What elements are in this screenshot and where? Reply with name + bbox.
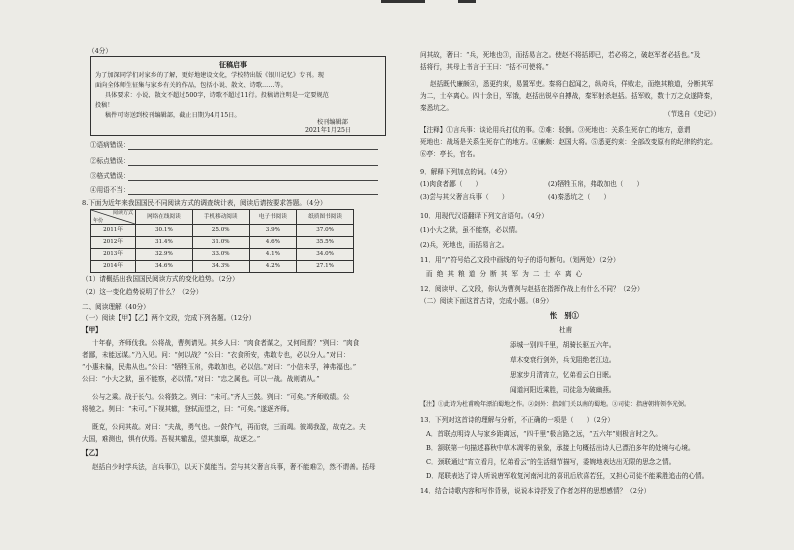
section-reading-1: （一）阅读【甲】【乙】两个文段，完成下列各题。（12分） (82, 314, 256, 322)
table-cell: 30.1% (136, 225, 193, 237)
passage-jia-line: 公曰：“小大之狱，虽不能察，必以情。”对曰：“忠之属也。可以一战。战则请从。” (82, 375, 320, 383)
passage-yi-label: 【乙】 (82, 449, 102, 457)
notice-line: 稿件可寄送到校刊编辑部，截止日期为4月15日。 (105, 112, 241, 119)
question-8-1: （1）请概括出我国国民阅读方式的变化趋势。（2分） (82, 275, 239, 283)
error-label-format: ③格式错误： (90, 172, 130, 180)
passage-jia-line: 公与之乘。战于长勺。公将鼓之。刿曰：“未可。”齐人三鼓。刿曰：“可矣。”齐师败绩。公 (92, 393, 350, 401)
table-cell: 2014年 (91, 261, 136, 273)
table-cell: 37.0% (297, 225, 354, 237)
question-12: 12．阅读甲、乙文段，你认为曹刿与赵括在指挥作战上有什么不同？（2分） (420, 285, 644, 293)
annotation-line: 【注释】①言兵事：谈论用兵打仗的事。②难：驳倒。③死地也：关系生死存亡的地方，意谓 (420, 126, 691, 134)
question-10: 10．用现代汉语翻译下列文言语句。（4分） (420, 212, 548, 220)
question-11-sentence: 而 绝 其 粮 道 分 断 其 军 为 二 士 卒 离 心 (426, 270, 584, 278)
annotation-line: ⑥亭：亭长，官名。 (420, 150, 480, 158)
error-label-wording: ④用语不当： (90, 186, 130, 194)
table-cell: 2013年 (91, 249, 136, 261)
question-13-option[interactable]: C．颈联通过“宵立看月，忆弟看云”的生活细节描写，委婉地表达出无限的思念之情。 (426, 458, 676, 466)
answer-line[interactable] (128, 149, 378, 150)
passage-jia-line: 大国，难测也，惧有伏焉。吾视其辙乱，望其旗靡，故逐之。” (82, 435, 261, 443)
table-cell: 3.9% (249, 225, 297, 237)
notice-line: 为了加深同学们对家乡的了解，更好地建设文化，学校特出版《银川记忆》专刊。现 (95, 72, 324, 79)
corner-bottom-label: 年份 (93, 217, 104, 224)
poem-line: 草木变衰行剑外，兵戈阻绝老江边。 (510, 356, 616, 364)
passage-yi-line: 秦悉坑之。 (420, 104, 453, 112)
question-10-item: (2)兵，死地也，而括易言之。 (420, 241, 509, 249)
passage-yi-line: 赵括既代廉颇④，悉更约束，易置军吏。秦将白起闻之，纵奇兵，佯败走，而绝其粮道，分断其军 (430, 80, 714, 88)
question-9-item: (4)秦悉坑之（ ） (548, 193, 611, 201)
error-label-punctuation: ②标点错误： (90, 157, 130, 165)
table-cell: 35.5% (297, 237, 354, 249)
answer-line[interactable] (128, 165, 378, 166)
table-cell: 34.6% (136, 261, 193, 273)
question-14: 14．结合诗歌内容和写作背景，说说本诗抒发了作者怎样的思想感情？（2分） (420, 487, 651, 495)
notice-line: 具体要求：小说、散文不超过500字，诗歌不超过11行。投稿请注明是一定要规范 (105, 92, 329, 99)
passage-yi-line: 括将行，其母上书言于王曰：“括不可使将。” (420, 63, 549, 71)
table-row (91, 237, 354, 249)
passage-jia-line: 者鄙，未能远谋。”乃入见。问：“何以战？”公曰：“衣食所安，弗敢专也，必以分人。”对曰： (82, 351, 350, 359)
passage-jia-label: 【甲】 (82, 326, 102, 334)
poem-line: 思家步月清宵立，忆弟看云白日眠。 (510, 371, 616, 379)
question-8: 8.下面为近年来我国国民不同阅读方式的调查统计表，阅读后请按要求答题。（4分） (82, 199, 327, 207)
notice-line: 面向全体师生征集与家乡有关的作品，包括小说、散文、诗歌……等。 (95, 82, 287, 89)
notice-title: 征稿启事 (219, 60, 247, 69)
annotation-line: 死地也：战场是关系生死存亡的地方。④廉颇：赵国大将。⑤悉更约束：全部改变原有的纪律的约定。 (420, 138, 717, 146)
table-header: 纸质图书阅读 (297, 210, 354, 225)
question-13-option[interactable]: D．尾联表达了诗人听说唐军收复河南河北的喜讯后欣喜若狂，又担心司徒不能乘胜追击的心情。 (426, 472, 709, 480)
table-cell: 33.0% (192, 249, 249, 261)
corner-top-label: 阅读方式 (112, 210, 133, 216)
poem-author: 杜甫 (559, 326, 573, 334)
passage-jia-line: 既克，公问其故。对曰：“夫战，勇气也。一鼓作气，再而衰，三而竭。彼竭我盈，故克之。夫 (92, 423, 366, 431)
table-cell: 27.1% (297, 261, 354, 273)
answer-line[interactable] (128, 180, 378, 181)
section-poem: （二）阅读下面这首古诗，完成小题。（8分） (420, 297, 553, 305)
question-13-option[interactable]: B．颔联第一句描述暮秋中草木凋零的景象，承接上句概括出诗人已漂泊多年的处境与心境。 (426, 444, 695, 452)
table-cell: 4.6% (249, 237, 297, 249)
table-corner-cell (91, 210, 136, 225)
passage-jia-line: “小惠未徧，民弗从也。”公曰：“牺牲玉帛，弗敢加也，必以信。”对曰：“小信未孚，神弗福也。” (82, 363, 357, 371)
poem-line: 添城一别四千里，胡骑长驱五六年。 (510, 341, 616, 349)
question-9: 9．解释下列加点的词。（4分） (420, 168, 511, 176)
question-9-item: (3)尝与其父奢言兵事（ ） (420, 193, 509, 201)
table-cell: 25.0% (192, 225, 249, 237)
question-13: 13．下列对这首诗的理解与分析，不正确的一项是（ ）（2分） (420, 416, 614, 424)
passage-jia-line: 将驰之。刿曰：“未可。”下视其辙，登轼而望之，曰：“可矣。”遂逐齐师。 (82, 405, 294, 413)
table-cell: 32.9% (136, 249, 193, 261)
right-column (418, 0, 736, 550)
answer-line[interactable] (128, 194, 378, 195)
question-11: 11．用“/”符号给乙文段中画线的句子的语句断句。（划两处）（2分） (420, 256, 620, 264)
question-8-2: （2）这一变化趋势说明了什么？（2分） (82, 288, 203, 296)
notice-box (90, 56, 386, 136)
table-row (91, 249, 354, 261)
question-10-item: (1)小大之狱，虽不能察，必以情。 (420, 226, 522, 234)
notice-sign: 校刊编辑部 (317, 119, 348, 126)
table-row (91, 225, 354, 237)
table-header: 电子书阅读 (249, 210, 297, 225)
error-label-grammar: ①语病错误： (90, 141, 130, 149)
table-cell: 31.0% (192, 237, 249, 249)
passage-yi-line: 为二，士卒离心。四十余日，军饿，赵括出锐卒自搏战，秦军射杀赵括。括军败，数十万之众遂降秦， (420, 92, 717, 100)
poem-title: 怅 别① (550, 311, 579, 320)
table-cell: 31.4% (136, 237, 193, 249)
passage-yi-line: 赵括自少时学兵法，言兵事①，以天下莫能当。尝与其父奢言兵事，奢不能难②，然不谓善。括母 (92, 463, 376, 471)
passage-yi-line: 问其故，奢曰：“兵，死地也③，而括易言之。使赵不将括即已，若必将之，破赵军者必括也。”及 (420, 51, 701, 59)
poem-line: 闻道河阳近乘胜，司徒急为破幽燕。 (510, 386, 616, 394)
table-cell: 34.0% (297, 249, 354, 261)
notice-line: 投稿！ (95, 102, 114, 109)
question-score: （4分） (88, 47, 112, 55)
poem-note: 【注】①此诗为杜甫晚年漂泊蜀地之作。②剑外：指剑门关以南的蜀地。③司徒：指唐朝将领李光弼。 (420, 401, 691, 408)
question-13-option[interactable]: A．首联点明诗人与家乡距离远，“四千里”极言路之远，“五六年”则极言时之久。 (426, 430, 662, 438)
table-cell: 4.1% (249, 249, 297, 261)
passage-source: （节选自《史记》） (664, 110, 721, 118)
table-cell: 4.2% (249, 261, 297, 273)
table-cell: 34.3% (192, 261, 249, 273)
question-9-item: (2)牺牲玉帛，弗敢加也（ ） (548, 180, 644, 188)
question-9-item: (1)肉食者鄙（ ） (420, 180, 483, 188)
table-cell: 2012年 (91, 237, 136, 249)
table-row (91, 261, 354, 273)
table-header: 网络在线阅读 (136, 210, 193, 225)
table-header: 手机移动阅读 (192, 210, 249, 225)
table-cell: 2011年 (91, 225, 136, 237)
section-reading: 二、阅读理解（40分） (82, 303, 150, 311)
reading-stats-table (90, 209, 354, 273)
notice-date: 2021年1月25日 (305, 127, 352, 134)
left-column (80, 0, 398, 550)
passage-jia-line: 十年春，齐师伐我。公将战，曹刿请见。其乡人曰：“肉食者谋之，又何间焉？”刿曰：“肉食 (92, 339, 360, 347)
